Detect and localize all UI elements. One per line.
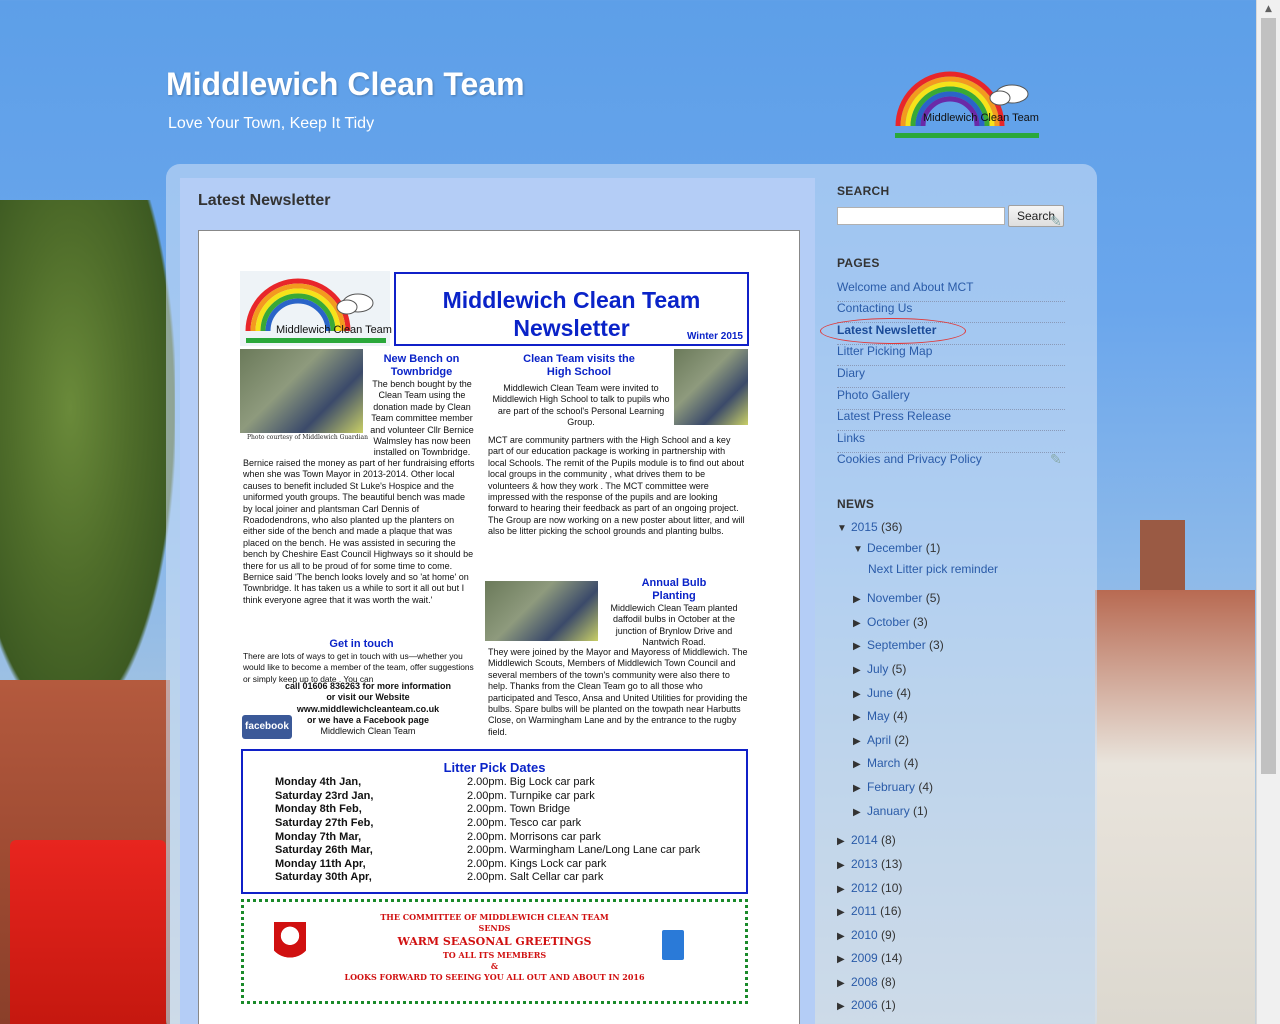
- page-link-cookies[interactable]: Cookies and Privacy Policy: [837, 452, 982, 466]
- archive-year[interactable]: ▶ 2014 (8): [837, 833, 896, 847]
- search-button[interactable]: Search: [1008, 205, 1064, 227]
- collapsed-icon[interactable]: ▶: [853, 807, 861, 818]
- archive-year[interactable]: ▶ 2006 (1): [837, 998, 896, 1012]
- bench-text-1: The bench bought by the Clean Team using the donation made by Clean Team committee member and volunteer Cllr Bernice Walmsley has now been installed on Townbridge.: [370, 379, 474, 458]
- news-heading: NEWS: [837, 497, 875, 511]
- collapsed-icon[interactable]: ▶: [837, 884, 845, 895]
- archive-month[interactable]: ▶ July (5): [853, 662, 907, 676]
- site-header: [166, 60, 1066, 160]
- bench-photo: [240, 349, 363, 433]
- collapsed-icon[interactable]: ▶: [837, 954, 845, 965]
- litter-pick-dates: [241, 749, 748, 894]
- site-tagline: Love Your Town, Keep It Tidy: [168, 115, 375, 132]
- scroll-up-icon[interactable]: ▲: [1265, 4, 1272, 14]
- facebook-icon: facebook: [242, 715, 292, 739]
- newsletter-title-box: [394, 272, 749, 346]
- archive-month[interactable]: ▶ October (3): [853, 615, 928, 629]
- expanded-icon[interactable]: ▼: [853, 544, 863, 555]
- archive-month[interactable]: ▶ January (1): [853, 804, 928, 818]
- page-link-litter-picking-map[interactable]: Litter Picking Map: [837, 344, 1065, 366]
- bulb-heading: Annual Bulb Planting: [641, 577, 707, 602]
- school-text-1: Middlewich Clean Team were invited to Middlewich High School to talk to pupils who are part of the school's Personal Learning Group.: [492, 383, 670, 428]
- page-link-diary[interactable]: Diary: [837, 366, 1065, 388]
- collapsed-icon[interactable]: ▶: [853, 665, 861, 676]
- archive-year[interactable]: ▶ 2008 (8): [837, 975, 896, 989]
- collapsed-icon[interactable]: ▶: [853, 689, 861, 700]
- photo-caption: Photo courtesy of Middlewich Guardian: [247, 434, 368, 441]
- archive-year[interactable]: ▶ 2009 (14): [837, 951, 903, 965]
- newsletter-image: [198, 230, 800, 1024]
- bulb-text-2: They were joined by the Mayor and Mayoress of Middlewich. The Middlewich Scouts, Members of Middlewich Town Council and several members of the town's community were also there to help. Thanks from the Clean Team go to all those who participated and Tesco, Ansa and United Utilities for providing the bulbs. Spare bulbs will be planted on the towpath near Harbutts Close, on Warmingham Lane and by the entrance to the rugby field.: [488, 647, 748, 737]
- background-chimney: [1140, 520, 1185, 600]
- archive-year[interactable]: ▶ 2013 (13): [837, 857, 903, 871]
- collapsed-icon[interactable]: ▶: [837, 907, 845, 918]
- date-row: Monday 8th Feb, 2.00pm. Town Bridge: [275, 803, 571, 815]
- bin-icon: [662, 930, 684, 960]
- scrollbar-thumb[interactable]: [1261, 18, 1276, 774]
- newsletter-edition: Winter 2015: [686, 331, 743, 342]
- date-row: Saturday 26th Mar, 2.00pm. Warmingham Lane/Long Lane car park: [275, 844, 701, 856]
- page-link-contacting-us[interactable]: Contacting Us: [837, 301, 1065, 323]
- collapsed-icon[interactable]: ▶: [837, 860, 845, 871]
- date-row: Monday 7th Mar, 2.00pm. Morrisons car park: [275, 831, 601, 843]
- school-photo: [674, 349, 748, 425]
- collapsed-icon[interactable]: ▶: [853, 618, 861, 629]
- edit-wrench-icon[interactable]: ✎: [1050, 214, 1062, 230]
- highlight-circle: [820, 318, 966, 344]
- archive-month[interactable]: ▶ November (5): [853, 591, 941, 605]
- archive-month-december[interactable]: ▼ December (1): [853, 541, 941, 555]
- dates-title: Litter Pick Dates: [443, 760, 546, 775]
- archive-month[interactable]: ▶ March (4): [853, 756, 919, 770]
- santa-icon: [274, 922, 306, 968]
- page-link-photo-gallery[interactable]: Photo Gallery: [837, 388, 1065, 410]
- archive-month[interactable]: ▶ September (3): [853, 638, 944, 652]
- collapsed-icon[interactable]: ▶: [837, 836, 845, 847]
- collapsed-icon[interactable]: ▶: [837, 1001, 845, 1012]
- touch-visit: or visit our Website: [326, 692, 410, 702]
- greet-line-1: THE COMMITTEE OF MIDDLEWICH CLEAN TEAM: [380, 912, 609, 922]
- pages-heading: PAGES: [837, 256, 880, 270]
- touch-facebook: or we have a Facebook page: [306, 715, 430, 725]
- collapsed-icon[interactable]: ▶: [853, 783, 861, 794]
- archive-year[interactable]: ▶ 2011 (16): [837, 904, 902, 918]
- background-red-bin: [10, 840, 166, 1024]
- archive-year[interactable]: ▶ 2010 (9): [837, 928, 896, 942]
- touch-text: There are lots of ways to get in touch with us—whether you would like to become a member of the team, offer suggestions or simply keep up to date . You can: [243, 651, 474, 684]
- archive-month[interactable]: ▶ April (2): [853, 733, 910, 747]
- newsletter-title-line2: Newsletter: [513, 315, 630, 341]
- search-input[interactable]: [837, 207, 1005, 225]
- seasonal-greetings: [241, 899, 748, 1004]
- date-row: Monday 11th Apr, 2.00pm. Kings Lock car park: [275, 858, 607, 870]
- background-house-right: [1095, 590, 1255, 1024]
- bulb-photo: [485, 581, 598, 641]
- expanded-icon[interactable]: ▼: [837, 523, 847, 534]
- post-title: Latest Newsletter: [198, 192, 331, 209]
- page-link-press-release[interactable]: Latest Press Release: [837, 409, 1065, 431]
- logo-label: Middlewich Clean Team: [923, 112, 1039, 124]
- page-scrollbar[interactable]: [1256, 0, 1280, 1024]
- archive-year-2015[interactable]: ▼ 2015 (36): [837, 520, 903, 534]
- archive-month[interactable]: ▶ May (4): [853, 709, 908, 723]
- greet-line-3: WARM SEASONAL GREETINGS: [397, 935, 592, 948]
- archive-post-link[interactable]: Next Litter pick reminder: [868, 562, 999, 576]
- collapsed-icon[interactable]: ▶: [837, 931, 845, 942]
- page-link-links[interactable]: Links: [837, 431, 1065, 453]
- date-row: Saturday 27th Feb, 2.00pm. Tesco car park: [275, 817, 582, 829]
- page-link-latest-newsletter[interactable]: Latest Newsletter: [837, 323, 1065, 345]
- date-row: Saturday 30th Apr, 2.00pm. Salt Cellar car park: [275, 871, 604, 883]
- school-heading: Clean Team visits the High School: [523, 353, 635, 378]
- greet-line-4: TO ALL ITS MEMBERS: [442, 950, 547, 960]
- archive-month[interactable]: ▶ February (4): [853, 780, 934, 794]
- collapsed-icon[interactable]: ▶: [853, 594, 861, 605]
- date-row: Saturday 23rd Jan, 2.00pm. Turnpike car park: [275, 790, 595, 802]
- archive-month[interactable]: ▶ June (4): [853, 686, 912, 700]
- bulb-text-1: Middlewich Clean Team planted daffodil bulbs in October at the junction of Brynlow Drive and Nantwich Road.: [610, 603, 738, 648]
- newsletter-logo-label: Middlewich Clean Team: [276, 324, 392, 336]
- bench-heading: New Bench on Townbridge: [383, 353, 460, 378]
- collapsed-icon[interactable]: ▶: [853, 641, 861, 652]
- edit-wrench-icon[interactable]: ✎: [1050, 452, 1062, 468]
- background-tree: [0, 200, 175, 720]
- collapsed-icon[interactable]: ▶: [853, 712, 861, 723]
- rainbow-logo-icon: [892, 64, 1042, 140]
- site-title[interactable]: Middlewich Clean Team: [166, 66, 525, 102]
- touch-facebook-name: Middlewich Clean Team: [320, 726, 416, 736]
- collapsed-icon[interactable]: ▶: [853, 759, 861, 770]
- greet-line-5: &: [490, 961, 499, 971]
- newsletter-title-line1: Middlewich Clean Team: [442, 287, 701, 313]
- archive-year[interactable]: ▶ 2012 (10): [837, 881, 903, 895]
- school-text-2: MCT are community partners with the High School and a key part of our education package is working in partnership with local Schools. The remit of the Pupils module is to find out about local groups in the community , what drives them to be volunteers & how they work . The MCT committee were impressed with the response of the pupils and are looking forward to hearing their feedback as part of an ongoing project. The Group are now working on a new poster about litter, and will also be litter picking the school grounds and planting bulbs.: [488, 435, 745, 537]
- date-row: Monday 4th Jan, 2.00pm. Big Lock car park: [275, 776, 595, 788]
- collapsed-icon[interactable]: ▶: [837, 978, 845, 989]
- touch-phone: call 01606 836263 for more information: [284, 681, 452, 691]
- bench-text-2: Bernice raised the money as part of her fundraising efforts when she was Town Mayor in 2013-2014. Other local causes to benefit included St Luke's Hospice and the uniformed youth groups. The beautiful bench was made by local joiner and plantsman Carl Dennis of Roadodendrons, who also planted up the planters on either side of the bench and made a plaque that was placed on the bench. He was assisted in securing the bench by Cheshire East Council Highways so it should be there for us all to be proud of for some time to come. Bernice said 'The bench looks lovely and so 'at home' on Townbridge. It has taken us a while to sort it all out but I think everyone agree that it was worth the wait.': [243, 458, 475, 605]
- touch-website: www.middlewichcleanteam.co.uk: [296, 704, 440, 714]
- touch-heading: Get in touch: [329, 638, 394, 650]
- search-heading: SEARCH: [837, 184, 890, 198]
- greet-line-6: LOOKS FORWARD TO SEEING YOU ALL OUT AND ABOUT IN 2016: [344, 972, 645, 982]
- page-link-welcome[interactable]: Welcome and About MCT: [837, 280, 1065, 302]
- collapsed-icon[interactable]: ▶: [853, 736, 861, 747]
- greet-line-2: SENDS: [478, 923, 511, 933]
